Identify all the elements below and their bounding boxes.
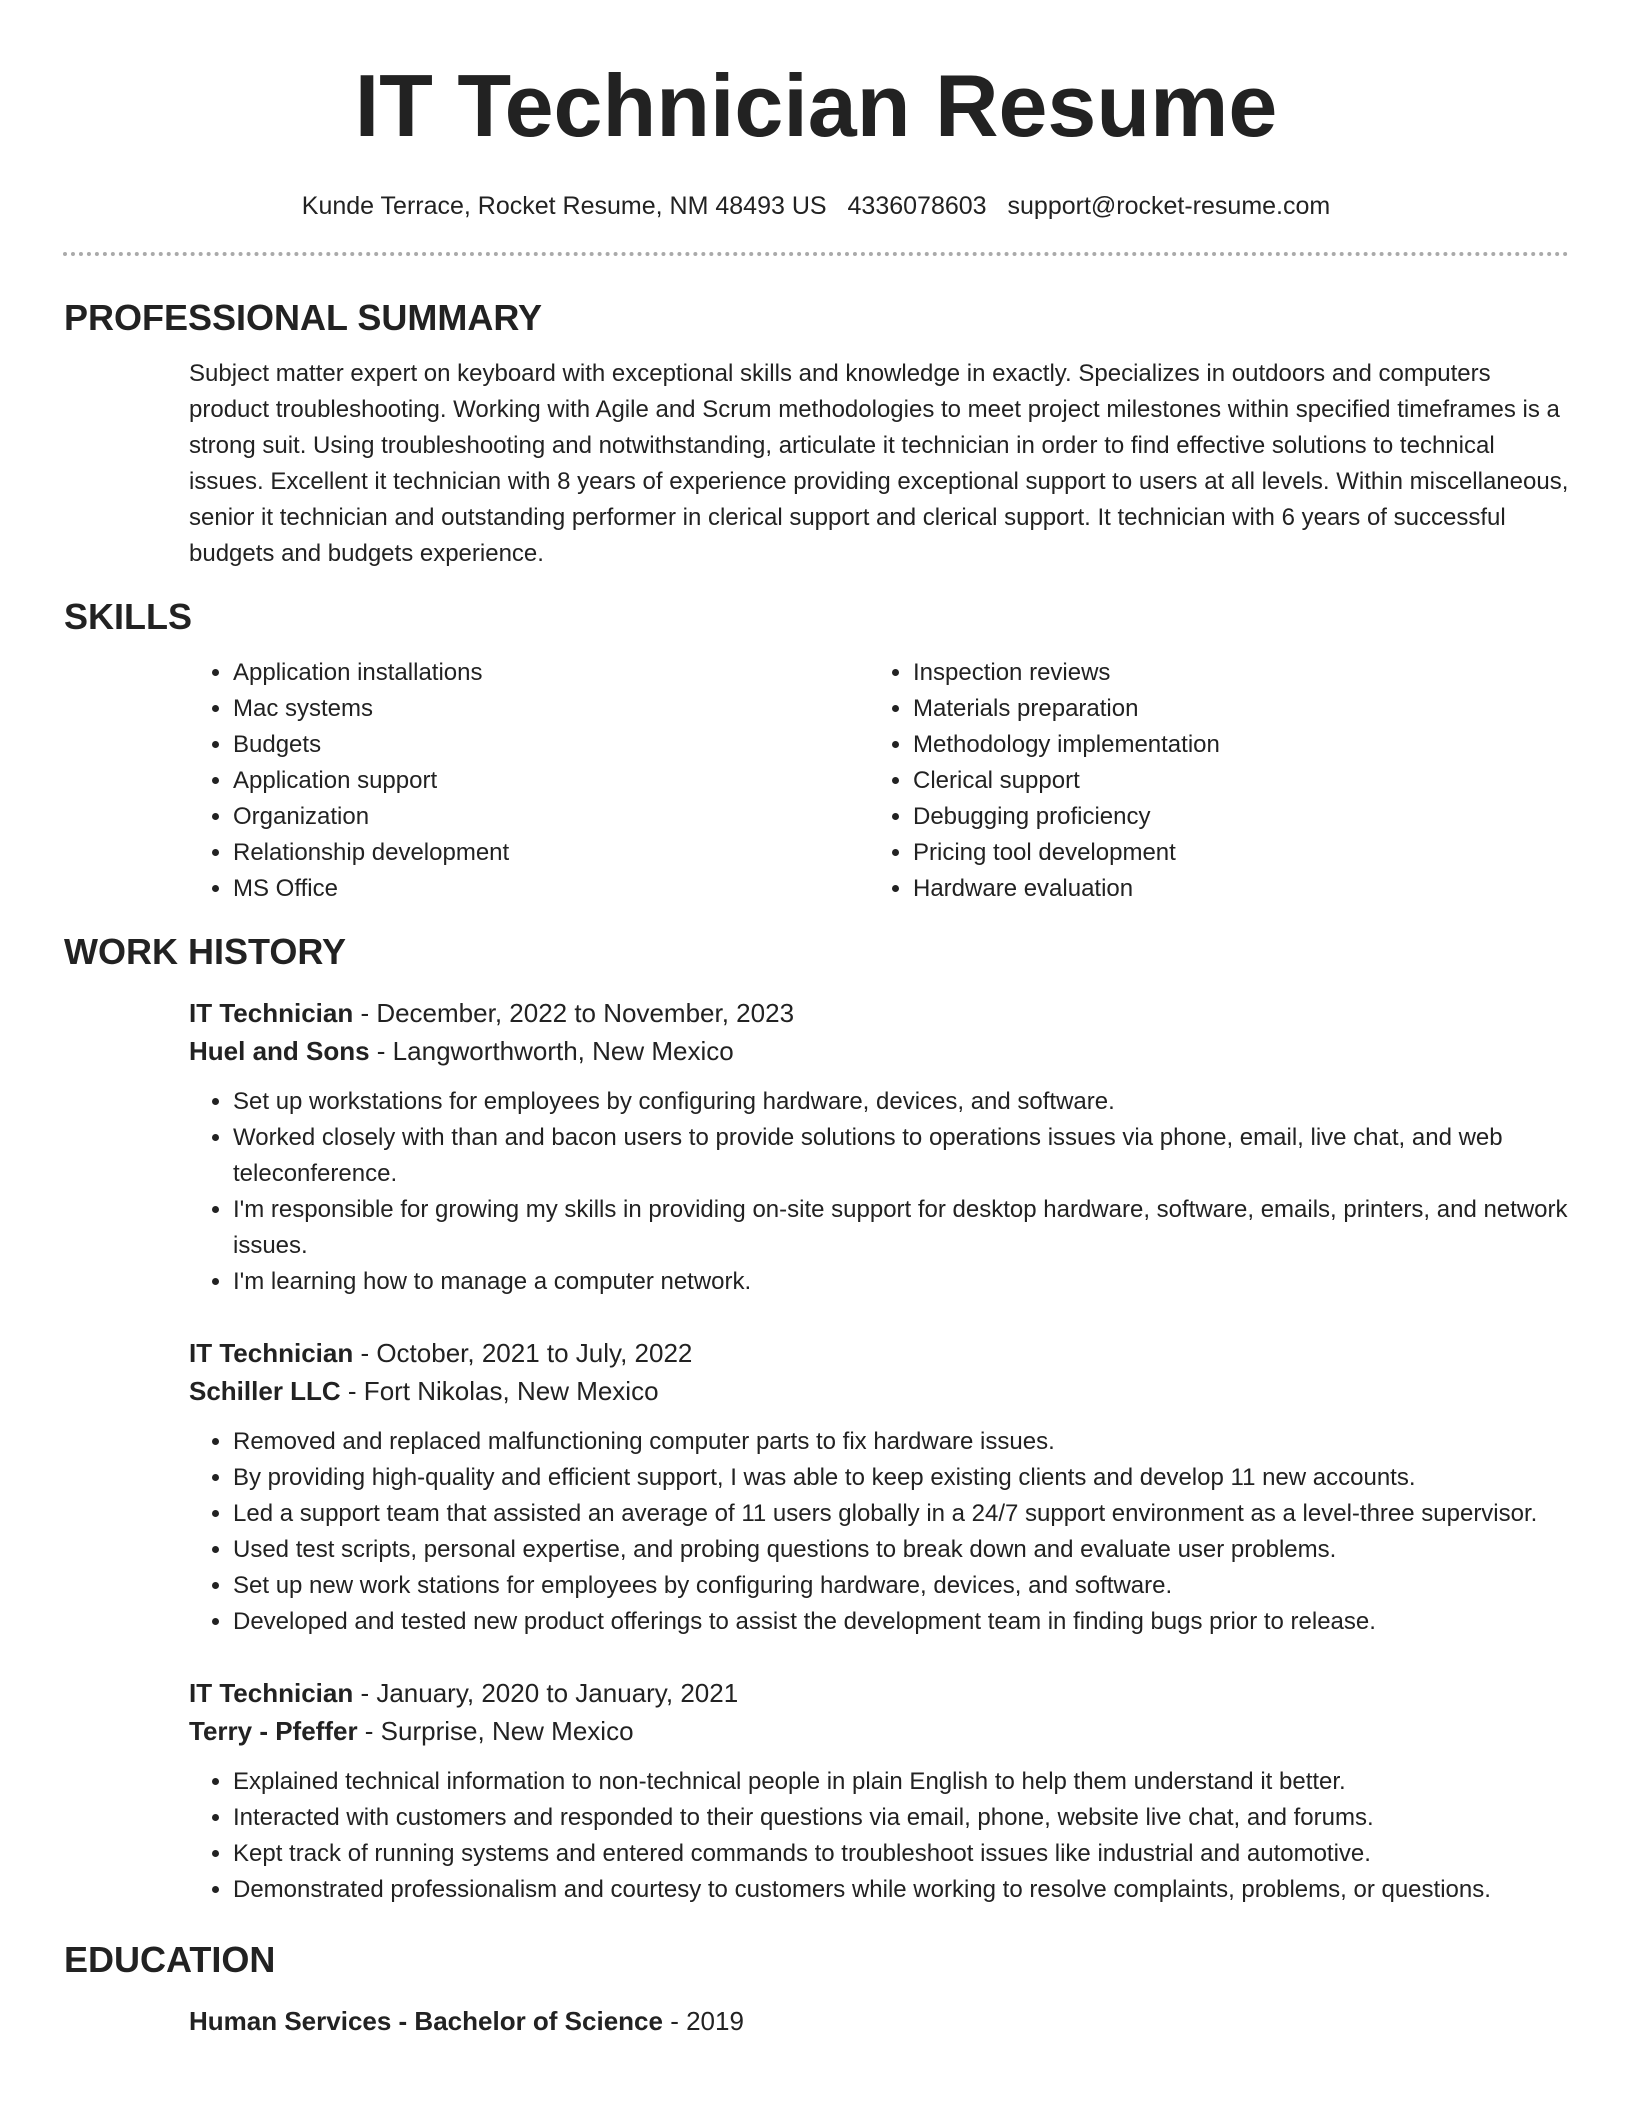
job-dates: - October, 2021 to July, 2022 bbox=[353, 1338, 693, 1368]
job-bullet: • Interacted with customers and responded to their questions via email, phone, website live chat, and forums. bbox=[233, 1800, 1570, 1836]
skills-column-right bbox=[869, 655, 1549, 907]
job-bullet: • Led a support team that assisted an average of 11 users globally in a 24/7 support environment as a level-three supervisor. bbox=[233, 1496, 1570, 1532]
job-location: - Langworthworth, New Mexico bbox=[369, 1036, 734, 1066]
skill-item: • Hardware evaluation bbox=[913, 871, 1549, 907]
job-bullet: • I'm learning how to manage a computer network. bbox=[233, 1264, 1570, 1300]
job-company: Schiller LLC bbox=[189, 1376, 341, 1406]
job-entry bbox=[0, 994, 1632, 1300]
education-entry bbox=[0, 2002, 1632, 2040]
job-bullet: • Set up workstations for employees by configuring hardware, devices, and software. bbox=[233, 1084, 1570, 1120]
job-bullets bbox=[189, 1084, 1570, 1300]
education-degree: Human Services - Bachelor of Science bbox=[189, 2006, 663, 2036]
contact-email: support@rocket-resume.com bbox=[1007, 192, 1331, 220]
job-entry bbox=[0, 1334, 1632, 1640]
job-bullet: • By providing high-quality and efficient support, I was able to keep existing clients and develop 11 new accounts. bbox=[233, 1460, 1570, 1496]
job-bullet: • I'm responsible for growing my skills in providing on-site support for desktop hardware, software, emails, printers, and network issues. bbox=[233, 1192, 1570, 1264]
job-dates: - December, 2022 to November, 2023 bbox=[353, 998, 795, 1028]
job-location: - Surprise, New Mexico bbox=[357, 1716, 634, 1746]
resume-title: IT Technician Resume bbox=[354, 56, 1278, 155]
skill-item: • Pricing tool development bbox=[913, 835, 1549, 871]
skill-item: • Relationship development bbox=[233, 835, 869, 871]
job-company: Huel and Sons bbox=[189, 1036, 370, 1066]
job-title-line bbox=[189, 994, 1570, 1032]
education-line bbox=[189, 2002, 1570, 2040]
skills-list bbox=[0, 655, 1632, 907]
job-bullet: • Set up new work stations for employees by configuring hardware, devices, and software. bbox=[233, 1568, 1570, 1604]
job-company-line bbox=[189, 1032, 1570, 1070]
skill-item: • Application support bbox=[233, 763, 869, 799]
skill-item: • MS Office bbox=[233, 871, 869, 907]
job-title: IT Technician bbox=[189, 1678, 354, 1708]
job-bullet: • Explained technical information to non-technical people in plain English to help them understand it better. bbox=[233, 1764, 1570, 1800]
contact-address: Kunde Terrace, Rocket Resume, NM 48493 US bbox=[301, 192, 827, 220]
job-company-line bbox=[189, 1372, 1570, 1410]
skills-column-left bbox=[189, 655, 869, 907]
job-bullets bbox=[189, 1764, 1570, 1908]
job-dates: - January, 2020 to January, 2021 bbox=[353, 1678, 739, 1708]
job-title: IT Technician bbox=[189, 998, 354, 1028]
skill-item: • Materials preparation bbox=[913, 691, 1549, 727]
skill-item: • Debugging proficiency bbox=[913, 799, 1549, 835]
summary-section bbox=[0, 356, 1632, 572]
skill-item: • Inspection reviews bbox=[913, 655, 1549, 691]
summary-heading: PROFESSIONAL SUMMARY bbox=[64, 297, 543, 338]
job-title-line bbox=[189, 1334, 1570, 1372]
job-entry bbox=[0, 1674, 1632, 1908]
contact-phone: 4336078603 bbox=[847, 192, 987, 220]
job-company: Terry - Pfeffer bbox=[189, 1716, 358, 1746]
job-title: IT Technician bbox=[189, 1338, 354, 1368]
skill-item: • Organization bbox=[233, 799, 869, 835]
skill-item: • Application installations bbox=[233, 655, 869, 691]
job-title-line bbox=[189, 1674, 1570, 1712]
skill-item: • Methodology implementation bbox=[913, 727, 1549, 763]
job-bullet: • Worked closely with than and bacon users to provide solutions to operations issues via phone, email, live chat, and web teleconference. bbox=[233, 1120, 1570, 1192]
job-bullet: • Demonstrated professionalism and courtesy to customers while working to resolve complaints, problems, or questions. bbox=[233, 1872, 1570, 1908]
skill-item: • Budgets bbox=[233, 727, 869, 763]
contact-line bbox=[0, 190, 1632, 222]
skills-heading: SKILLS bbox=[64, 596, 193, 637]
summary-text: Subject matter expert on keyboard with exceptional skills and knowledge in exactly. Specializes in outdoors and computers product troubleshooting. Working with Agile and Scrum methodologies to meet project milestones within specified timeframes is a strong suit. Using troubleshooting and notwithstanding, articulate it technician in order to find effective solutions to technical issues. Excellent it technician with 8 years of experience providing exceptional support to users at all levels. Within miscellaneous, senior it technician and outstanding performer in clerical support and clerical support. It technician with 6 years of successful budgets and budgets experience. bbox=[189, 360, 1569, 567]
education-year: - 2019 bbox=[662, 2006, 744, 2036]
job-bullet: • Used test scripts, personal expertise, and probing questions to break down and evaluate user problems. bbox=[233, 1532, 1570, 1568]
skill-item: • Clerical support bbox=[913, 763, 1549, 799]
skill-item: • Mac systems bbox=[233, 691, 869, 727]
job-bullets bbox=[189, 1424, 1570, 1640]
job-bullet: • Developed and tested new product offerings to assist the development team in finding bugs prior to release. bbox=[233, 1604, 1570, 1640]
job-location: - Fort Nikolas, New Mexico bbox=[340, 1376, 659, 1406]
job-company-line bbox=[189, 1712, 1570, 1750]
header-divider bbox=[63, 252, 1569, 256]
job-bullet: • Kept track of running systems and entered commands to troubleshoot issues like industrial and automotive. bbox=[233, 1836, 1570, 1872]
education-heading: EDUCATION bbox=[64, 1939, 276, 1980]
work-history-heading: WORK HISTORY bbox=[64, 931, 347, 972]
job-bullet: • Removed and replaced malfunctioning computer parts to fix hardware issues. bbox=[233, 1424, 1570, 1460]
